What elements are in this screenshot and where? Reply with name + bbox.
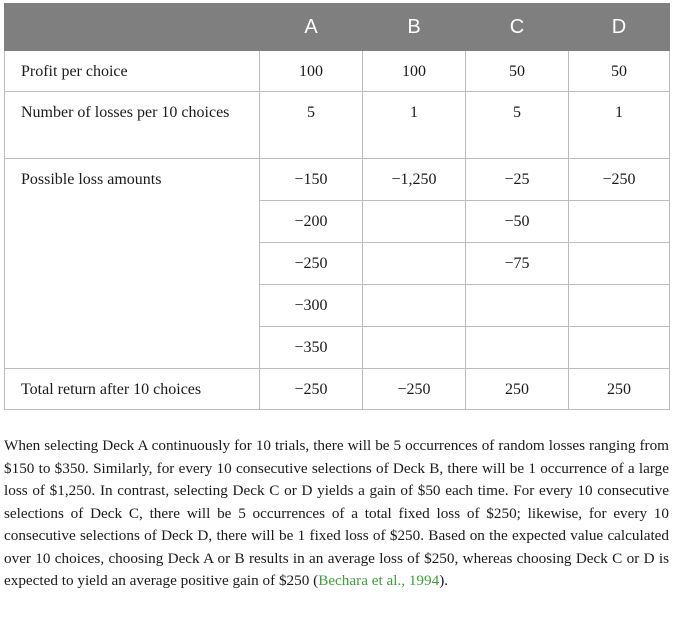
deck-table — [4, 3, 670, 410]
cell-deck-a: 5 — [260, 92, 363, 159]
cell-deck-b — [363, 285, 466, 327]
row-label: Total return after 10 choices — [5, 369, 260, 410]
header-deck-d: D — [569, 4, 670, 51]
cell-deck-a: −200 — [260, 201, 363, 243]
cell-deck-b — [363, 243, 466, 285]
cell-deck-d — [569, 285, 670, 327]
header-blank — [5, 4, 260, 51]
header-deck-c: C — [466, 4, 569, 51]
cell-deck-d: 1 — [569, 92, 670, 159]
cell-deck-c: 250 — [466, 369, 569, 410]
cell-deck-a: −350 — [260, 327, 363, 369]
table-row-profit — [5, 51, 670, 92]
cell-deck-b — [363, 201, 466, 243]
caption-text: When selecting Deck A continuously for 10 trials, there will be 5 occurrences of random losses ranging from $150 to $350. Similarly, for every 10 consecutive selections of Deck B, there will be 1 occurrence of a large loss of $1,250. In contrast, selecting Deck C or D yields a gain of $50 each time. For every 10 consecutive selections of Deck C, there will be 5 occurrences of a total fixed loss of $250; likewise, for every 10 consecutive selections of Deck D, there will be 1 fixed loss of $250. Based on the expected value calculated over 10 choices, choosing Deck A or B results in an average loss of $250, whereas choosing Deck C or D is expected to yield an average positive gain of $250 ( — [4, 437, 669, 589]
table-caption — [4, 435, 669, 593]
cell-deck-d — [569, 243, 670, 285]
header-row — [5, 4, 670, 51]
cell-deck-b: 1 — [363, 92, 466, 159]
cell-deck-c: −50 — [466, 201, 569, 243]
cell-deck-c: −75 — [466, 243, 569, 285]
header-deck-b: B — [363, 4, 466, 51]
cell-deck-a: −150 — [260, 159, 363, 201]
cell-deck-c: 5 — [466, 92, 569, 159]
cell-deck-c: −25 — [466, 159, 569, 201]
cell-deck-d: 250 — [569, 369, 670, 410]
cell-deck-b: −1,250 — [363, 159, 466, 201]
cell-deck-a: −250 — [260, 243, 363, 285]
caption-closing: ). — [439, 572, 449, 589]
row-label: Number of losses per 10 choices — [5, 92, 260, 159]
cell-deck-d: −250 — [569, 159, 670, 201]
cell-deck-c — [466, 327, 569, 369]
cell-deck-c — [466, 285, 569, 327]
row-label: Possible loss amounts — [5, 159, 260, 369]
cell-deck-a: −300 — [260, 285, 363, 327]
row-label: Profit per choice — [5, 51, 260, 92]
citation-link[interactable]: Bechara et al., 1994 — [318, 572, 440, 589]
cell-deck-b — [363, 327, 466, 369]
table-row-total — [5, 369, 670, 410]
cell-deck-d — [569, 327, 670, 369]
table-row-loss-amounts-1 — [5, 159, 670, 201]
cell-deck-d: 50 — [569, 51, 670, 92]
cell-deck-b: −250 — [363, 369, 466, 410]
cell-deck-b: 100 — [363, 51, 466, 92]
cell-deck-c: 50 — [466, 51, 569, 92]
cell-deck-a: −250 — [260, 369, 363, 410]
cell-deck-a: 100 — [260, 51, 363, 92]
cell-deck-d — [569, 201, 670, 243]
table-container — [4, 3, 669, 410]
header-deck-a: A — [260, 4, 363, 51]
table-row-losses — [5, 92, 670, 159]
